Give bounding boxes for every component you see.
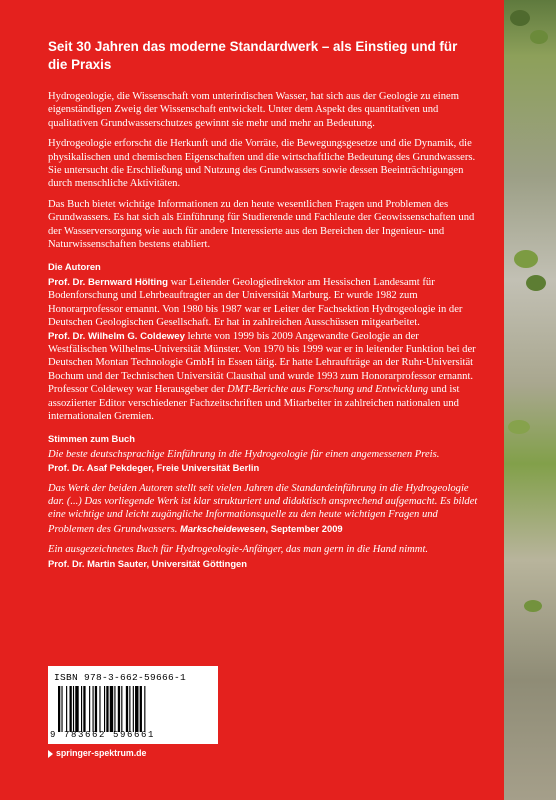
review-2-quote: Das Werk der beiden Autoren stellt seit vielen Jahren die Standardeinführung in die Hydrogeologie dar. (...) Das vorliegende Werk ist klar strukturiert und didaktisch ansprechend aufgemacht. Es bildet eine wichtige und leicht zugängliche Informationsquelle zu den heute wichtigen Fragen und Problemen des Grundwassers. — [48, 482, 478, 535]
intro-paragraph-1: Hydrogeologie, die Wissenschaft vom unterirdischen Wasser, hat sich aus der Geologie zu einem eigenständigen Zweig der Wissenschaft entwickelt. Unter dem Aspekt des quantitativen und qualitativen Grundwasserschutzes gewinnt sie mehr und mehr an Bedeutung. — [48, 91, 459, 129]
review-1 — [48, 448, 478, 475]
publisher-url: springer-spektrum.de — [56, 748, 147, 758]
barcode-bars — [58, 686, 214, 732]
review-1-quote: Die beste deutschsprachige Einführung in die Hydrogeologie für einen angemessenen Preis. — [48, 448, 440, 460]
author-2-text-a: lehrte von 1999 bis 2009 Angewandte Geologie an der Westfälischen Wilhelms-Universität Münster. Von 1970 bis 1999 war er in leitender Funktion bei der Deutschen Montan Technologie GmbH in Essen tätig. Er hatte Lehraufträge an der Ruhr-Universität Bochum und der Technischen Universität Clausthal und wurde 1993 zum Honorarprofessor ernannt. Professor Coldewey war Herausgeber der — [48, 330, 476, 396]
review-2-journal: Markscheidewesen — [180, 522, 266, 534]
intro-paragraph-3: Das Buch bietet wichtige Informationen zu den heute wesentlichen Fragen und Problemen des Grundwassers. Es hat sich als Einführung für Studierende und Fachleute der Geowissenschaften und der Wasserversorgung wie auch für andere Interessierte aus den Bereichen der Ingenieur- und Naturwissenschaften bestens etabliert. — [48, 198, 475, 251]
review-1-source: Prof. Dr. Asaf Pekdeger, Freie Universität Berlin — [48, 462, 260, 474]
author-2-bio — [48, 330, 478, 424]
back-cover-text — [48, 90, 478, 577]
review-3-quote: Ein ausgezeichnetes Buch für Hydrogeologie-Anfänger, das man gern in die Hand nimmt. — [48, 544, 429, 556]
publisher-link[interactable] — [48, 748, 146, 758]
isbn-label: ISBN 978-3-662-59666-1 — [54, 672, 187, 683]
cover-photo-strip — [504, 0, 556, 800]
arrow-icon — [48, 750, 53, 758]
author-2-series-title: DMT-Berichte aus Forschung und Entwicklung — [227, 384, 429, 396]
author-2-name: Prof. Dr. Wilhelm G. Coldewey — [48, 330, 185, 342]
author-1-bio — [48, 276, 478, 330]
barcode — [48, 666, 218, 744]
authors-heading: Die Autoren — [48, 261, 101, 273]
author-2-text-b: und ist assoziierter Editor verschiedener Fachzeitschriften und Mitarbeiter in zahlreichen nationalen und internationalen Gremien. — [48, 384, 460, 422]
review-3-source: Prof. Dr. Martin Sauter, Universität Göttingen — [48, 557, 247, 569]
headline: Seit 30 Jahren das moderne Standardwerk – als Einstieg und für die Praxis — [48, 39, 458, 72]
review-2 — [48, 482, 478, 537]
intro-paragraph-2: Hydrogeologie erforscht die Herkunft und die Vorräte, die Bewegungsgesetze und die Dynamik, die physikalischen und chemischen Eigenschaften und die wirtschaftliche Bedeutung des Grundwassers. Sie untersucht die Erschließung und Nutzung des Grundwassers sowie dessen Beeinträchtigungen durch menschliche Aktivitäten. — [48, 138, 476, 190]
review-2-date: , September 2009 — [265, 522, 343, 534]
reviews-heading: Stimmen zum Buch — [48, 433, 135, 445]
barcode-digits: 9 783662 596661 — [50, 730, 156, 740]
review-3 — [48, 543, 478, 570]
author-1-name: Prof. Dr. Bernward Hölting — [48, 276, 168, 288]
author-1-text: war Leitender Geologiedirektor am Hessischen Landesamt für Bodenforschung und Lehrbeauftragter an der Universität Marburg. Er wurde 1982 zum Honorarprofessor ernannt. Von 1980 bis 1987 war er Leiter der Fachsektion Hydrogeologie in der Deutschen Geologischen Gesellschaft. Er hat in zahlreichen Ausschüssen mitgearbeitet. — [48, 276, 463, 329]
